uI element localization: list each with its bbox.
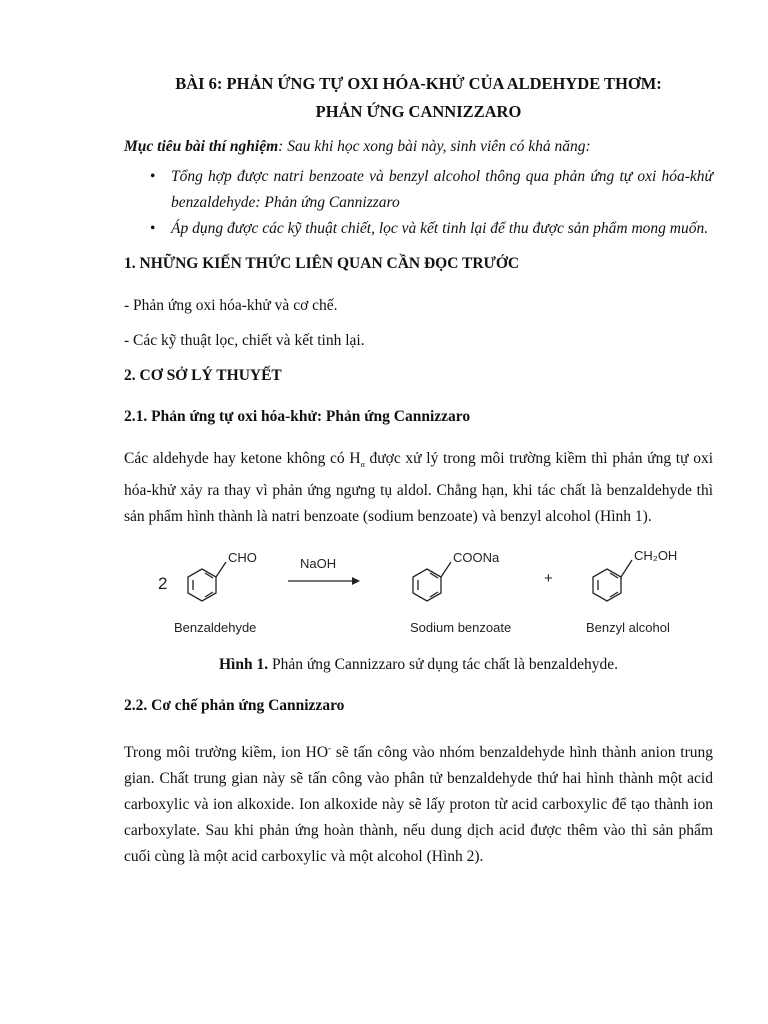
product2-group: CH₂OH [634,547,678,563]
objective-item-text: Tổng hợp được natri benzoate và benzyl alcohol thông qua phản ứng tự oxi hóa-khử benzaldehyde: Phản ứng Cannizzaro [171,168,713,211]
section1-heading: 1. NHỮNG KIẾN THỨC LIÊN QUAN CẦN ĐỌC TRƯỚC [124,255,520,272]
section2-2-paragraph [124,735,713,870]
reagent-label: NaOH [300,555,337,571]
arrow-head-icon [352,577,360,585]
objective-item [150,216,713,242]
bullet-icon: • [150,220,156,237]
figure-caption-text: Phản ứng Cannizzaro sử dụng tác chất là benzaldehyde. [268,655,619,673]
product1-name-label: Sodium benzoate [410,619,512,635]
paragraph-text: sẽ tấn công vào nhóm benzaldehyde hình thành anion trung gian. Chất trung gian này sẽ tấn công vào phân tử benzaldehyde thứ hai hình thành một acid carboxylic và ion alkoxide. Ion alkoxide này sẽ lấy proton từ acid carboxylic để tạo thành ion carboxylate. Sau khi phản ứng hoàn thành, nếu dung dịch acid được thêm vào thì sản phẩm cuối cùng là một acid carboxylic và một alcohol (Hình 2). [124,743,713,865]
bullet-icon: • [150,168,156,185]
section2-heading: 2. CƠ SỞ LÝ THUYẾT [124,366,282,384]
figure-caption-label: Hình 1. [218,655,269,673]
document-title-line2: PHẢN ỨNG CANNIZZARO [315,102,522,121]
reactant-name-label: Benzaldehyde [174,619,257,635]
objective-intro: : Sau khi học xong bài này, sinh viên có khả năng: [278,138,591,155]
benzene-ring-icon [593,569,621,601]
product2-name-label: Benzyl alcohol [586,619,670,635]
section2-2-heading: 2.2. Cơ chế phản ứng Cannizzaro [124,697,345,715]
paragraph-text: Các aldehyde hay ketone không có H [124,449,361,467]
benzene-ring-icon [188,569,216,601]
objective-label: Mục tiêu bài thí nghiệm [124,138,279,155]
objective-paragraph [124,134,713,160]
stoichiometric-coefficient: 2 [158,573,168,593]
reactant-group: CHO [228,549,257,565]
paragraph-text: được xử lý trong môi trường kiềm thì phản ứng tự oxi hóa-khử xảy ra thay vì phản ứng ngưng tụ aldol. Chẳng hạn, khi tác chất là benzaldehyde thì sản phẩm hình thành là natri benzoate (sodium benzoate) và benzyl alcohol (Hình 1). [124,449,713,525]
figure-caption [124,652,713,678]
document-page [124,70,713,870]
product1-group: COONa [453,549,500,565]
section2-1-paragraph [124,446,713,530]
paragraph-text: Trong môi trường kiềm, ion HO [124,743,329,761]
section2-1-heading: 2.1. Phản ứng tự oxi hóa-khử: Phản ứng Cannizzaro [124,408,471,425]
plus-sign: + [544,569,553,587]
section1-line: - Các kỹ thuật lọc, chiết và kết tinh lại. [124,331,365,349]
alpha-subscript: α [360,459,365,469]
document-title-line1: BÀI 6: PHẢN ỨNG TỰ OXI HÓA-KHỬ CỦA ALDEHYDE THƠM: [175,74,662,93]
objective-item-text: Áp dụng được các kỹ thuật chiết, lọc và kết tinh lại để thu được sản phẩm mong muốn. [171,220,709,237]
objective-list [124,164,713,242]
benzene-ring-icon [413,569,441,601]
charge-superscript: - [328,742,332,753]
reaction-figure [124,536,713,646]
section1-line: - Phản ứng oxi hóa-khử và cơ chế. [124,296,338,314]
objective-item [150,164,713,216]
